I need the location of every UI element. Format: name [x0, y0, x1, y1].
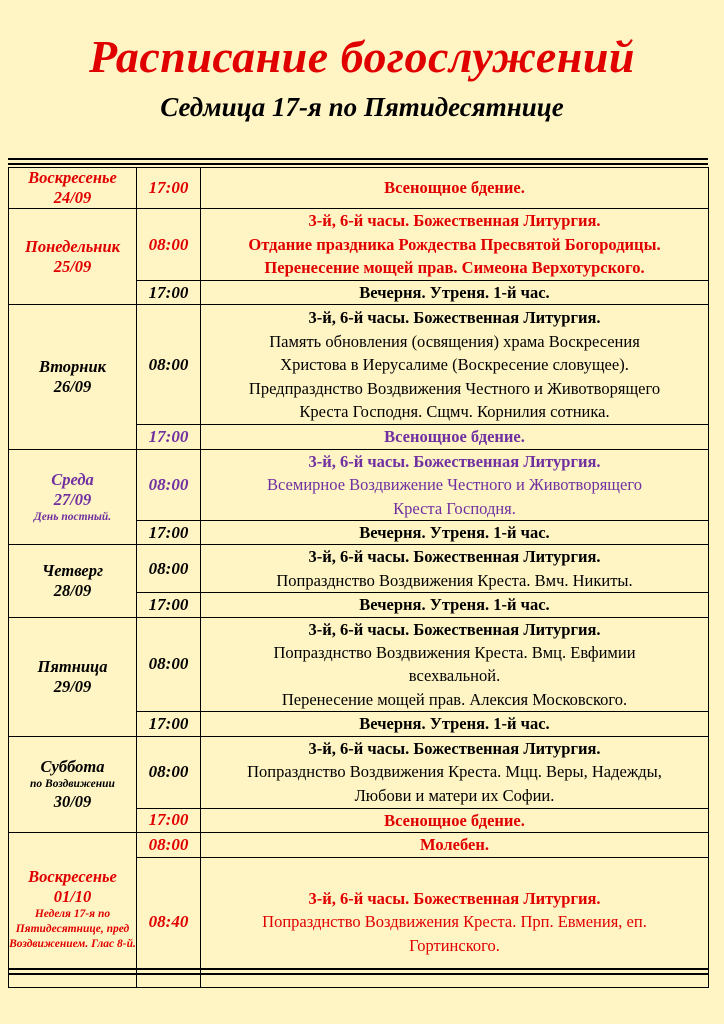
schedule-body — [9, 168, 709, 988]
day-cell — [9, 617, 137, 736]
service-line: Молебен. — [420, 835, 489, 855]
service-description — [201, 545, 709, 593]
day-cell — [9, 736, 137, 832]
service-description — [201, 209, 709, 281]
service-time: 17:00 — [137, 281, 201, 305]
day-name: Воскресенье — [28, 168, 117, 187]
service-time: 08:00 — [137, 449, 201, 520]
service-time: 08:40 — [137, 857, 201, 987]
service-time: 08:00 — [137, 209, 201, 281]
service-line: Любови и матери их Софии. — [354, 785, 555, 805]
service-line: Вечерня. Утреня. 1-й час. — [359, 714, 550, 734]
service-line: Вечерня. Утреня. 1-й час. — [359, 283, 550, 302]
service-line: Попразднство Воздвижения Креста. Прп. Евмения, еп. — [262, 912, 647, 932]
service-line: Вечерня. Утреня. 1-й час. — [359, 595, 550, 615]
schedule-row — [9, 545, 709, 593]
service-line: 3-й, 6-й часы. Божественная Литургия. — [308, 451, 601, 471]
day-cell — [9, 168, 137, 209]
service-line: Отдание праздника Рождества Пресвятой Богородицы. — [248, 234, 661, 254]
service-description — [201, 808, 709, 832]
service-line: Гортинского. — [409, 935, 500, 955]
service-line: Память обновления (освящения) храма Воскресения — [269, 331, 640, 351]
service-time: 17:00 — [137, 521, 201, 545]
service-line: Креста Господня. Сщмч. Корнилия сотника. — [299, 402, 610, 422]
schedule-row — [9, 305, 709, 425]
service-line: Попразднство Воздвижения Креста. Вмц. Евфимии — [273, 643, 636, 663]
service-description — [201, 168, 709, 209]
service-line: 3-й, 6-й часы. Божественная Литургия. — [308, 619, 601, 639]
schedule-row — [9, 736, 709, 808]
service-description — [201, 305, 709, 425]
day-date: 26/09 — [53, 377, 92, 397]
service-description — [201, 593, 709, 617]
service-time: 08:00 — [137, 305, 201, 425]
day-date: 29/09 — [53, 676, 92, 696]
schedule-row — [9, 209, 709, 281]
day-date: 25/09 — [53, 256, 92, 276]
service-time: 17:00 — [137, 808, 201, 832]
service-line: Перенесение мощей прав. Алексия Московского. — [281, 689, 628, 709]
service-time: 17:00 — [137, 712, 201, 736]
service-line: Христова в Иерусалиме (Воскресение словущее). — [280, 355, 629, 375]
service-line: Попразднство Воздвижения Креста. Вмч. Никиты. — [276, 570, 633, 590]
bottom-rule — [8, 973, 708, 975]
day-name: Вторник — [38, 357, 107, 377]
top-rule-inner — [8, 163, 708, 165]
service-line: 3-й, 6-й часы. Божественная Литургия. — [308, 211, 601, 231]
day-cell — [9, 833, 137, 987]
service-description — [201, 281, 709, 305]
service-line: Вечерня. Утреня. 1-й час. — [359, 523, 550, 543]
service-line: всехвальной. — [408, 666, 501, 686]
service-time: 08:00 — [137, 545, 201, 593]
service-line: 3-й, 6-й часы. Божественная Литургия. — [308, 547, 601, 567]
page-subtitle: Седмица 17-я по Пятидесятнице — [160, 92, 564, 122]
service-time: 08:00 — [137, 736, 201, 808]
service-description — [201, 449, 709, 520]
schedule-row — [9, 617, 709, 712]
day-date: 01/10 — [53, 887, 92, 907]
service-line: Попразднство Воздвижения Креста. Мцц. Веры, Надежды, — [247, 762, 662, 782]
service-time: 17:00 — [137, 168, 201, 209]
bottom-rule-inner — [8, 968, 708, 970]
day-date: 27/09 — [53, 489, 92, 509]
day-note: Неделя 17-я по Пятидесятнице, пред Воздвижением. Глас 8-й. — [9, 908, 136, 951]
service-line: 3-й, 6-й часы. Божественная Литургия. — [308, 308, 601, 328]
service-description — [201, 833, 709, 857]
schedule-row — [9, 168, 709, 209]
day-name: Четверг — [41, 561, 104, 581]
service-description — [201, 712, 709, 736]
service-line: Перенесение мощей прав. Симеона Верхотурского. — [264, 258, 645, 278]
day-date: 28/09 — [53, 581, 92, 601]
schedule-row — [9, 449, 709, 520]
day-name: Понедельник — [25, 236, 120, 256]
service-time: 17:00 — [137, 593, 201, 617]
service-line: Всенощное бдение. — [384, 427, 525, 447]
schedule-row — [9, 833, 709, 857]
service-line: 3-й, 6-й часы. Божественная Литургия. — [308, 888, 601, 908]
service-line: Креста Господня. — [393, 498, 516, 518]
service-description — [201, 425, 709, 449]
day-name: Среда — [51, 469, 94, 489]
service-line: Всенощное бдение. — [384, 178, 525, 198]
service-time: 08:00 — [137, 833, 201, 857]
service-line: Предпразднство Воздвижения Честного и Животворящего — [248, 378, 661, 398]
day-note: День постный. — [33, 510, 112, 523]
service-line: 3-й, 6-й часы. Божественная Литургия. — [308, 739, 601, 759]
day-name: Суббота — [40, 756, 105, 776]
day-note: по Воздвижении — [30, 777, 115, 790]
service-description — [201, 617, 709, 712]
day-date: 24/09 — [53, 188, 92, 207]
day-name: Пятница — [37, 656, 108, 676]
day-date: 30/09 — [53, 791, 92, 811]
day-name: Воскресенье — [28, 867, 117, 887]
service-description — [201, 521, 709, 545]
service-description — [201, 736, 709, 808]
service-time: 17:00 — [137, 425, 201, 449]
top-rule — [8, 158, 708, 160]
service-time: 08:00 — [137, 617, 201, 712]
day-cell — [9, 449, 137, 545]
day-cell — [9, 545, 137, 617]
service-line: Всенощное бдение. — [384, 810, 525, 830]
page-title: Расписание богослужений — [88, 31, 636, 82]
schedule-table — [8, 167, 709, 988]
day-cell — [9, 305, 137, 449]
service-line: Всемирное Воздвижение Честного и Животворящего — [267, 475, 642, 495]
day-cell — [9, 209, 137, 305]
